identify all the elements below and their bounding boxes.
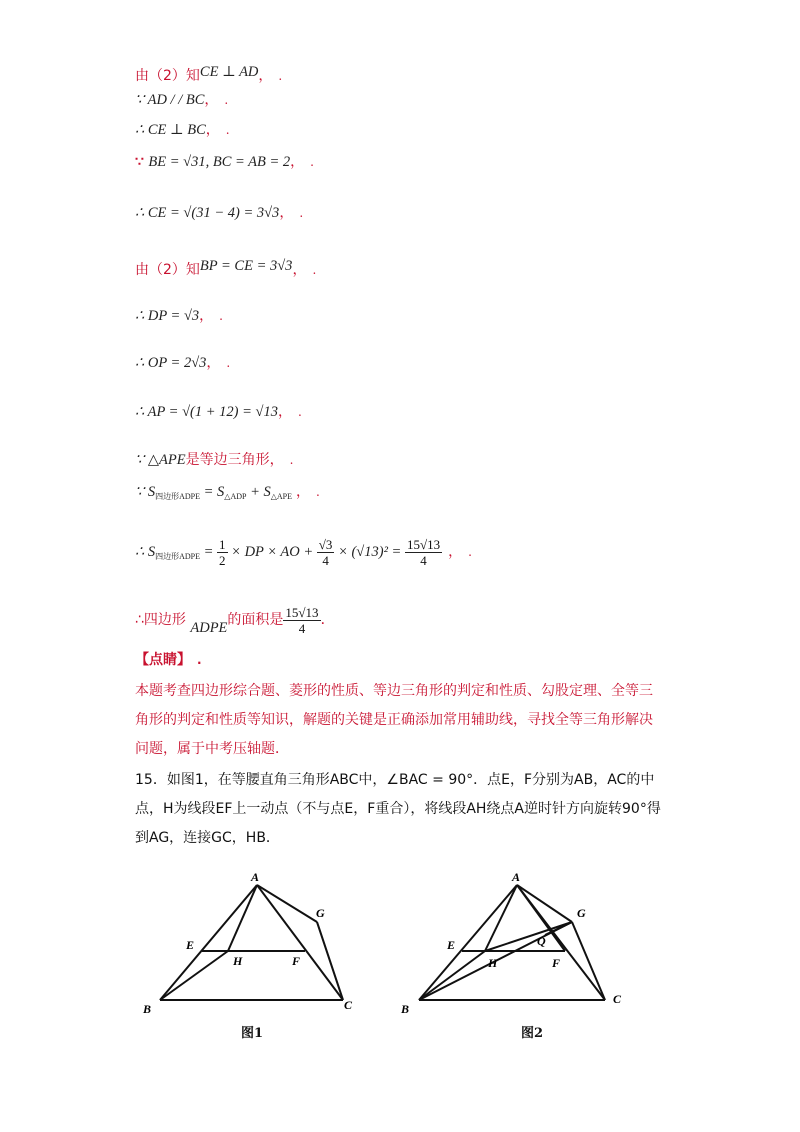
label-A: A [251, 870, 260, 884]
because-symbol: ∵ [135, 154, 144, 170]
math-expr: ∴ S [135, 544, 156, 560]
math-expr: = S [200, 484, 225, 500]
line-6 [135, 256, 316, 280]
dot: . [219, 309, 223, 323]
line-7 [135, 306, 223, 326]
fraction [283, 605, 320, 636]
punct: ， [277, 404, 292, 420]
denominator: 2 [219, 552, 226, 568]
segment-AH [228, 885, 257, 951]
line-4 [135, 152, 314, 172]
punct: ， [199, 308, 214, 324]
label-C: C [344, 998, 353, 1012]
math-expr: CE ⊥ AD [199, 64, 259, 80]
math-expr: BP = CE = 3√3 [199, 258, 293, 274]
segment-AB [160, 885, 257, 1000]
text-prefix: 由（2）知 [135, 68, 200, 84]
dot: . [299, 206, 304, 220]
dot: . [225, 123, 230, 137]
dot: . [310, 155, 314, 169]
math-expr: ADPE [190, 620, 228, 636]
punct: ， [205, 122, 220, 138]
math-expr: ∴ AP = √(1 + 12) = √13 [135, 404, 278, 420]
label-B: B [143, 1002, 152, 1016]
label-Q: Q [537, 934, 546, 948]
line-10 [135, 450, 293, 470]
text-body: 是等边三角形， [185, 452, 284, 468]
comment-heading [135, 650, 202, 670]
numerator: √3 [318, 536, 333, 552]
problem-15-text: 15．如图1，在等腰直角三角形ABC中，∠BAC = 90°．点E，F分别为AB，AC的中点，H为线段EF上一动点（不与点E，F重合），将线段AH绕点A逆时针方向旋转90°得到AG，连接GC，HB． [135, 772, 661, 846]
label-E: E [186, 938, 195, 952]
comment-heading-text: 【点睛】 [135, 652, 191, 668]
subscript: △APE [270, 492, 293, 501]
dot: . [312, 263, 317, 277]
punct: ， [279, 205, 294, 221]
comment-body: 本题考查四边形综合题、菱形的性质、等边三角形的判定和性质、勾股定理、全等三角形的判定和性质等知识，解题的关键是正确添加常用辅助线，寻找全等三角形解决问题，属于中考压轴题． [135, 683, 653, 757]
label-G: G [316, 906, 325, 920]
line-1 [135, 62, 282, 86]
segment-AB [419, 885, 517, 1000]
line-8 [135, 353, 230, 373]
fraction [317, 537, 335, 568]
math-expr: × (√13)² = [334, 544, 405, 560]
subscript: 四边形ADPE [155, 552, 200, 561]
subscript: △ADP [224, 492, 247, 501]
label-F: F [552, 956, 561, 970]
punct: ， [296, 484, 311, 500]
math-expr: × DP × AO + [227, 544, 317, 560]
math-expr: + S [246, 484, 271, 500]
denominator: 4 [298, 620, 306, 636]
denominator: 4 [322, 552, 329, 568]
segment-GC [572, 922, 605, 1000]
math-expr: BE = √31, BC = AB = 2 [148, 154, 291, 170]
label-B: B [401, 1002, 410, 1016]
fraction [217, 537, 228, 568]
label-H: H [488, 956, 498, 970]
dot: . [297, 405, 302, 419]
punct: ， [258, 68, 273, 84]
dot: . [316, 485, 320, 499]
denominator: 4 [420, 552, 427, 568]
dot: . [197, 653, 202, 667]
line-11 [135, 482, 320, 507]
fraction [405, 537, 442, 568]
dot: . [468, 545, 472, 559]
punct: ， [448, 544, 463, 560]
math-expr: ∴ DP = √3 [135, 308, 200, 324]
label-H: H [233, 954, 243, 968]
math-expr: ∵ S [135, 484, 156, 500]
numerator: 15√13 [406, 536, 441, 552]
math-expr: ∵ AD / / BC [135, 92, 205, 108]
text-prefix: ∴四边形 [135, 612, 186, 628]
numerator: 15√13 [285, 604, 319, 620]
line-2 [135, 90, 228, 110]
text-prefix: 由（2）知 [135, 262, 200, 278]
punct: ， [292, 262, 307, 278]
line-9 [135, 402, 302, 422]
line-12 [135, 532, 472, 577]
math-expr: ∴ CE ⊥ BC [135, 122, 206, 138]
dot: . [226, 356, 231, 370]
label-G: G [577, 906, 586, 920]
figure-1-caption: 图1 [241, 1026, 264, 1041]
segment-AG [257, 885, 317, 922]
text-body: 的面积是 [227, 612, 284, 628]
math-expr: ∴ CE = √(31 − 4) = 3√3 [135, 205, 280, 221]
segment-AC [257, 885, 343, 1000]
punct: ， [206, 355, 221, 371]
figure-2-caption: 图2 [521, 1026, 544, 1041]
label-E: E [447, 938, 456, 952]
segment-HB [419, 951, 485, 1000]
line-13 [135, 600, 335, 648]
label-F: F [292, 954, 301, 968]
math-expr: ∴ OP = 2√3 [135, 355, 207, 371]
punct: ． [320, 612, 335, 628]
label-C: C [613, 992, 622, 1006]
dot: . [224, 93, 229, 107]
punct: ， [290, 154, 305, 170]
math-expr: ∵ △APE [135, 452, 186, 468]
subscript: 四边形ADPE [155, 492, 200, 501]
math-expr: = [200, 544, 218, 560]
segment-GC [317, 922, 343, 1000]
dot: . [278, 69, 283, 83]
numerator: 1 [219, 536, 226, 552]
punct: ， [204, 92, 219, 108]
line-5 [135, 203, 303, 223]
segment-AG [517, 885, 572, 922]
figure-1 [140, 865, 370, 1025]
figure-2 [395, 865, 635, 1025]
dot: . [289, 453, 294, 467]
line-3 [135, 120, 230, 140]
label-A: A [512, 870, 521, 884]
